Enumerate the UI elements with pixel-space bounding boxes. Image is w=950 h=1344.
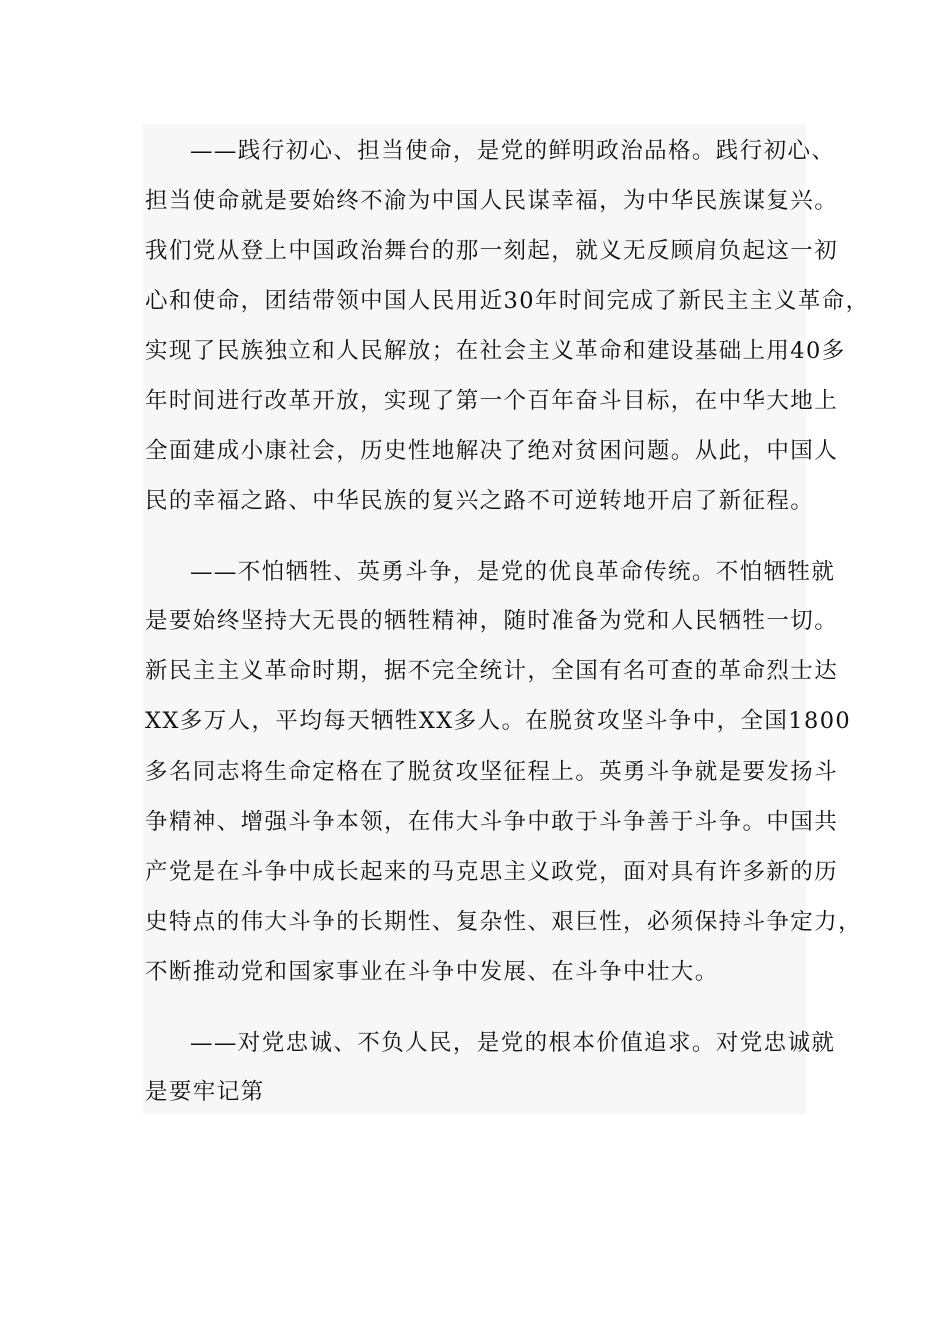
paragraph-1-line-5: 实现了民族独立和人民解放；在社会主义革命和建设基础上用40多 [145,338,846,364]
paragraph-2-line-6: 争精神、增强斗争本领，在伟大斗争中敢于斗争善于斗争。中国共 [145,809,839,835]
paragraph-2-line-5: 多名同志将生命定格在了脱贫攻坚征程上。英勇斗争就是要发扬斗 [145,759,839,785]
paragraph-2-line-8: 史特点的伟大斗争的长期性、复杂性、艰巨性，必须保持斗争定力， [145,909,863,935]
paragraph-2-line-2: 是要始终坚持大无畏的牺牲精神，随时准备为党和人民牺牲一切。 [145,608,839,634]
paragraph-3-line-2: 是要牢记第 [145,1079,265,1105]
paragraph-1-line-8: 民的幸福之路、中华民族的复兴之路不可逆转地开启了新征程。 [145,488,815,514]
paragraph-2-line-9: 不断推动党和国家事业在斗争中发展、在斗争中壮大。 [145,959,719,985]
paragraph-2-line-4: XX多万人，平均每天牺牲XX多人。在脱贫攻坚斗争中，全国1800 [145,708,852,734]
paragraph-2-line-1: ——不怕牺牲、英勇斗争，是党的优良革命传统。不怕牺牲就 [190,559,836,585]
paragraph-1-line-7: 全面建成小康社会，历史性地解决了绝对贫困问题。从此，中国人 [145,438,839,464]
paragraph-1-line-1: ——践行初心、担当使命，是党的鲜明政治品格。践行初心、 [190,138,836,164]
paragraph-2-line-3: 新民主主义革命时期，据不完全统计，全国有名可查的革命烈士达 [145,658,839,684]
paragraph-1-line-2: 担当使命就是要始终不渝为中国人民谋幸福，为中华民族谋复兴。 [145,188,839,214]
paragraph-1-line-3: 我们党从登上中国政治舞台的那一刻起，就义无反顾肩负起这一初 [145,238,839,264]
paragraph-1-line-6: 年时间进行改革开放，实现了第一个百年奋斗目标，在中华大地上 [145,388,839,414]
paragraph-3-line-1: ——对党忠诚、不负人民，是党的根本价值追求。对党忠诚就 [190,1030,836,1056]
paragraph-1-line-4: 心和使命，团结带领中国人民用近30年时间完成了新民主主义革命， [145,288,870,314]
paragraph-2-line-7: 产党是在斗争中成长起来的马克思主义政党，面对具有许多新的历 [145,859,839,885]
